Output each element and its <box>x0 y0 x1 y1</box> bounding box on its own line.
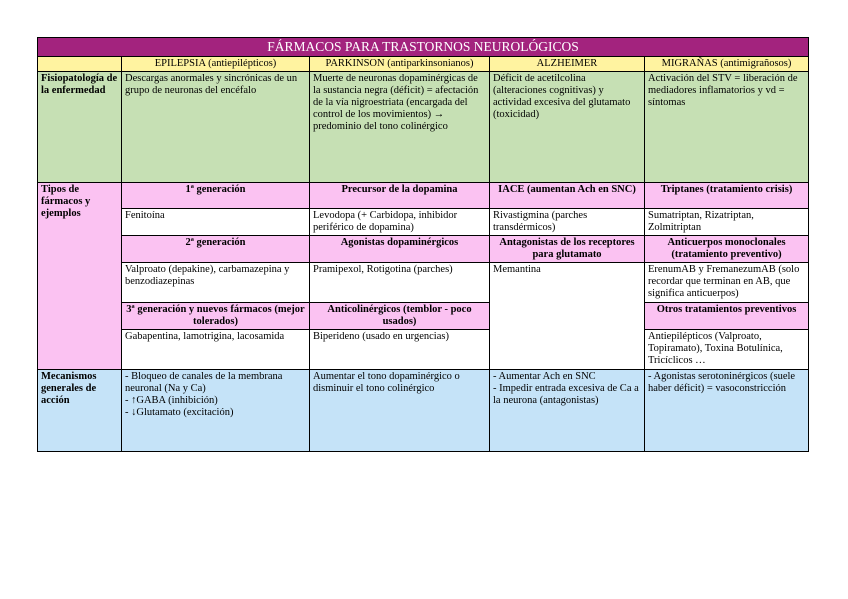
fisio-migranas: Activación del STV = liberación de mediadores inflamatorios y vd = síntomas <box>645 72 809 183</box>
tipo-alzheimer-g2: Antagonistas de los receptores para glutamato <box>490 236 645 263</box>
mecanismo-parkinson: Aumentar el tono dopaminérgico o disminuir el tono colinérgico <box>310 370 490 452</box>
ejemplo-alzheimer-2: Memantina <box>490 263 645 370</box>
mecanismo-alzheimer <box>490 370 645 452</box>
fisio-epilepsia: Descargas anormales y sincrónicas de un grupo de neuronas del encéfalo <box>122 72 310 183</box>
row-label-fisiopatologia: Fisiopatología de la enfermedad <box>38 72 122 183</box>
ejemplo-migranas-3: Antiepilépticos (Valproato, Topiramato), Toxina Botulínica, Tricíclicos … <box>645 330 809 370</box>
tipo-epilepsia-g3: 3ª generación y nuevos fármacos (mejor tolerados) <box>122 303 310 330</box>
ejemplo-migranas-2: ErenumAB y FremanezumAB (solo recordar que terminan en AB, que significa anticuerpos) <box>645 263 809 303</box>
header-migranas: MIGRAÑAS (antimigrañosos) <box>645 57 809 72</box>
tipo-migranas-g3: Otros tratamientos preventivos <box>645 303 809 330</box>
mecanismo-epilepsia-line: - ↓Glutamato (excitación) <box>125 407 234 418</box>
table-title: FÁRMACOS PARA TRASTORNOS NEUROLÓGICOS <box>38 38 809 57</box>
tipo-parkinson-g1: Precursor de la dopamina <box>310 183 490 209</box>
row-label-tipos: Tipos de fármacos y ejemplos <box>38 183 122 370</box>
mecanismo-alzheimer-line: - Aumentar Ach en SNC <box>493 371 596 382</box>
mecanismo-alzheimer-line: - Impedir entrada excesiva de Ca a la neurona (antagonistas) <box>493 383 639 406</box>
tipo-epilepsia-g1: 1ª generación <box>122 183 310 209</box>
fisio-parkinson: Muerte de neuronas dopaminérgicas de la sustancia negra (déficit) = afectación de la vía nigroestriata (encargada del control de los movimientos) → predominio del tono colinérgico <box>310 72 490 183</box>
ejemplo-migranas-1: Sumatriptan, Rizatriptan, Zolmitriptan <box>645 209 809 236</box>
ejemplo-alzheimer-1: Rivastigmina (parches transdérmicos) <box>490 209 645 236</box>
drug-table <box>37 37 809 452</box>
mecanismo-epilepsia-line: - Bloqueo de canales de la membrana neuronal (Na y Ca) <box>125 371 283 394</box>
ejemplo-epilepsia-2: Valproato (depakine), carbamazepina y benzodiazepinas <box>122 263 310 303</box>
tipo-parkinson-g2: Agonistas dopaminérgicos <box>310 236 490 263</box>
mecanismo-epilepsia-line: - ↑GABA (inhibición) <box>125 395 218 406</box>
tipo-parkinson-g3: Anticolinérgicos (temblor - poco usados) <box>310 303 490 330</box>
ejemplo-parkinson-2: Pramipexol, Rotigotina (parches) <box>310 263 490 303</box>
ejemplo-parkinson-3: Biperideno (usado en urgencias) <box>310 330 490 370</box>
tipo-migranas-g1: Triptanes (tratamiento crisis) <box>645 183 809 209</box>
ejemplo-epilepsia-3: Gabapentina, lamotrigina, lacosamida <box>122 330 310 370</box>
header-empty <box>38 57 122 72</box>
tipo-migranas-g2: Anticuerpos monoclonales (tratamiento preventivo) <box>645 236 809 263</box>
tipo-epilepsia-g2: 2ª generación <box>122 236 310 263</box>
mecanismo-epilepsia <box>122 370 310 452</box>
row-label-mecanismos: Mecanismos generales de acción <box>38 370 122 452</box>
tipo-alzheimer-g1: IACE (aumentan Ach en SNC) <box>490 183 645 209</box>
header-alzheimer: ALZHEIMER <box>490 57 645 72</box>
mecanismo-migranas: - Agonistas serotoninérgicos (suele haber déficit) = vasoconstricción <box>645 370 809 452</box>
ejemplo-parkinson-1: Levodopa (+ Carbidopa, inhibidor periférico de dopamina) <box>310 209 490 236</box>
header-parkinson: PARKINSON (antiparkinsonianos) <box>310 57 490 72</box>
ejemplo-epilepsia-1: Fenitoína <box>122 209 310 236</box>
fisio-alzheimer: Déficit de acetilcolina (alteraciones cognitivas) y actividad excesiva del glutamato (toxicidad) <box>490 72 645 183</box>
header-epilepsia: EPILEPSIA (antiepilépticos) <box>122 57 310 72</box>
